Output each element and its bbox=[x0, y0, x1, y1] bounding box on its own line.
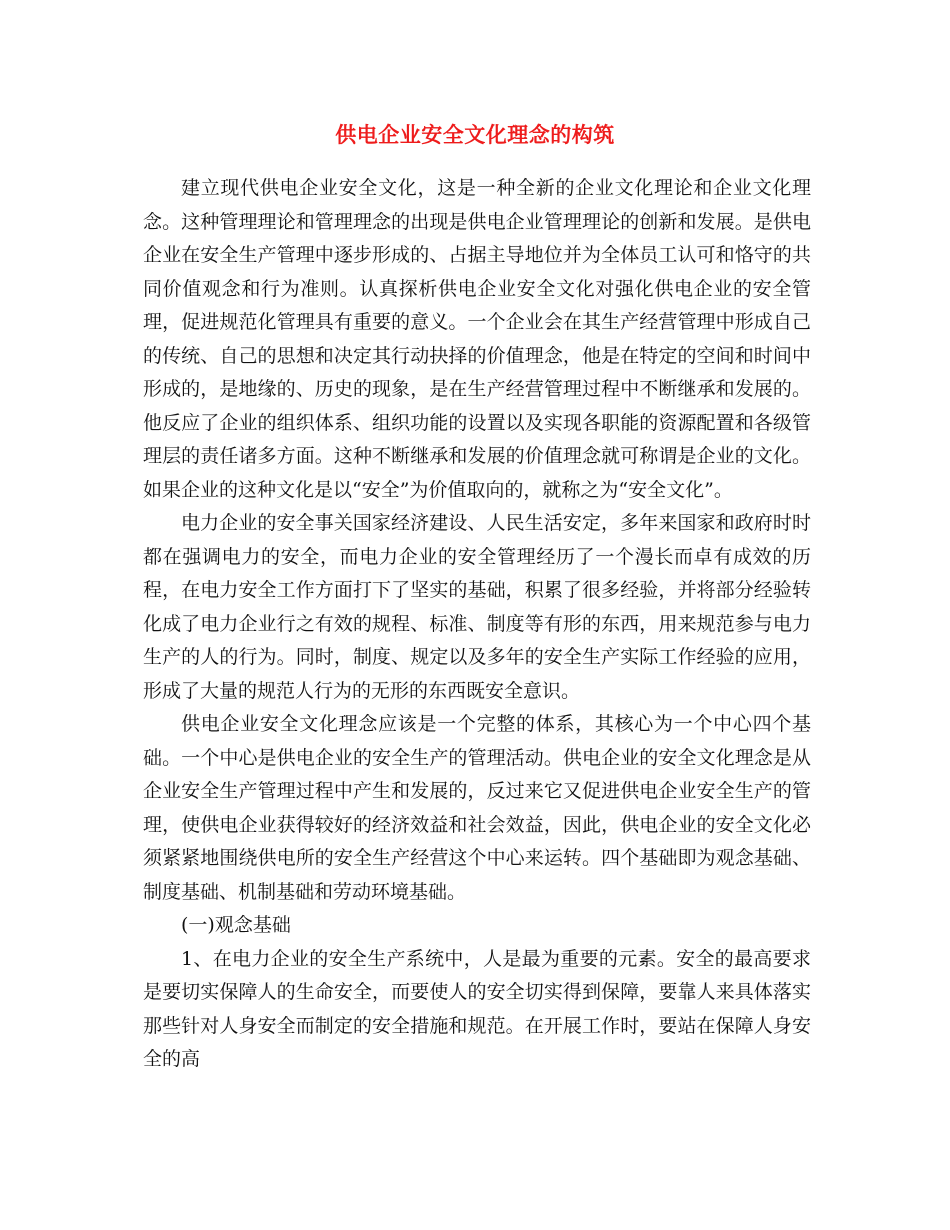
document-title: 供电企业安全文化理念的构筑 bbox=[335, 122, 615, 147]
document-body bbox=[143, 172, 811, 1077]
paragraph-culture-system: 供电企业安全文化理念应该是一个完整的体系，其核心为一个中心四个基础。一个中心是供电企业的安全生产的管理活动。供电企业的安全文化理念是从企业安全生产管理过程中产生和发展的，反过来它又促进供电企业安全生产的管理，使供电企业获得较好的经济效益和社会效益，因此，供电企业的安全文化必须紧紧地围绕供电所的安全生产经营这个中心来运转。四个基础即为观念基础、制度基础、机制基础和劳动环境基础。 bbox=[143, 713, 811, 903]
section-heading-concept-basis: (一)观念基础 bbox=[181, 914, 291, 936]
paragraph-intro: 建立现代供电企业安全文化，这是一种全新的企业文化理论和企业文化理念。这种管理理论和管理理念的出现是供电企业管理理论的创新和发展。是供电企业在安全生产管理中逐步形成的、占据主导地位并为全体员工认可和恪守的共同价值观念和行为准则。认真探析供电企业安全文化对强化供电企业的安全管理，促进规范化管理具有重要的意义。一个企业会在其生产经营管理中形成自己的传统、自己的思想和决定其行动抉择的价值理念，他是在特定的空间和时间中形成的，是地缘的、历史的现象，是在生产经营管理过程中不断继承和发展的。他反应了企业的组织体系、组织功能的设置以及实现各职能的资源配置和各级管理层的责任诸多方面。这种不断继承和发展的价值理念就可称谓是企业的文化。如果企业的这种文化是以“安全”为价值取向的，就称之为“安全文化”。 bbox=[143, 177, 811, 501]
paragraph-power-safety: 电力企业的安全事关国家经济建设、人民生活安定，多年来国家和政府时时都在强调电力的安全，而电力企业的安全管理经历了一个漫长而卓有成效的历程，在电力安全工作方面打下了坚实的基础，积累了很多经验，并将部分经验转化成了电力企业行之有效的规程、标准、制度等有形的东西，用来规范参与电力生产的人的行为。同时，制度、规定以及多年的安全生产实际工作经验的应用，形成了大量的规范人行为的无形的东西既安全意识。 bbox=[143, 512, 811, 702]
paragraph-item-1: 1、在电力企业的安全生产系统中，人是最为重要的元素。安全的最高要求是要切实保障人的生命安全，而要使人的安全切实得到保障，要靠人来具体落实那些针对人身安全而制定的安全措施和规范。在开展工作时，要站在保障人身安全的高 bbox=[143, 947, 811, 1070]
